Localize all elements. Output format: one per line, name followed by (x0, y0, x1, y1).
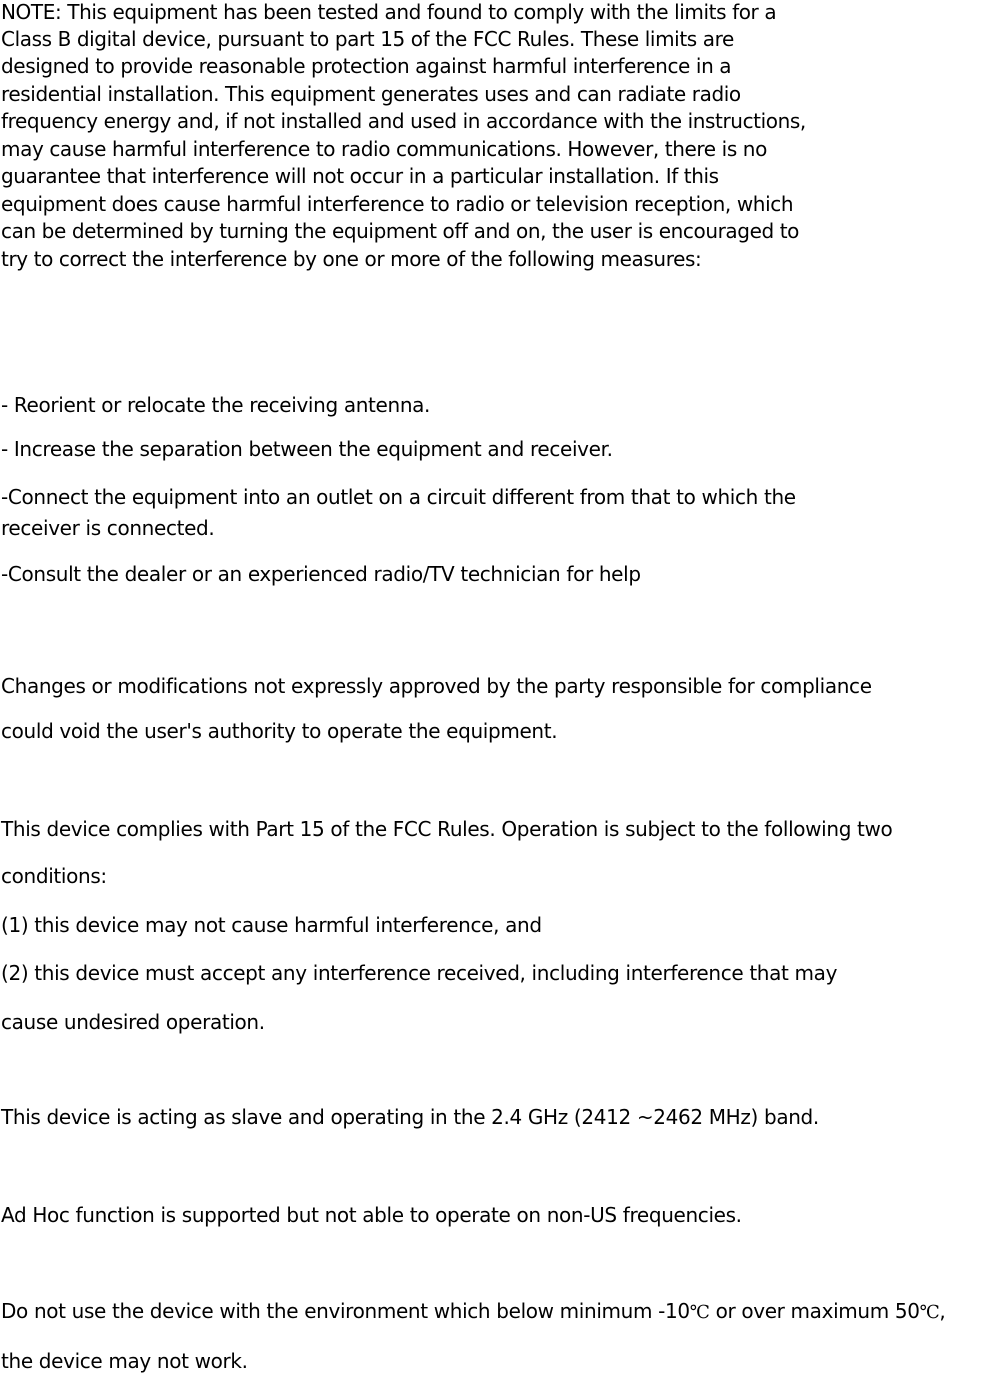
note-line: can be determined by turning the equipment off and on, the user is encouraged to (1, 219, 800, 243)
note-line: residential installation. This equipment generates uses and can radiate radio (1, 82, 741, 106)
temperature-line (1, 1299, 945, 1325)
changes-line: Changes or modifications not expressly approved by the party responsible for compliance (1, 674, 872, 698)
note-line: guarantee that interference will not occur in a particular installation. If this (1, 164, 719, 188)
note-line: frequency energy and, if not installed and used in accordance with the instructions, (1, 109, 806, 133)
note-line: designed to provide reasonable protection against harmful interference in a (1, 54, 732, 78)
adhoc-statement: Ad Hoc function is supported but not able to operate on non-US frequencies. (1, 1203, 742, 1227)
note-line: Class B digital device, pursuant to part 15 of the FCC Rules. These limits are (1, 27, 734, 51)
celsius-symbol: ℃ (689, 1302, 710, 1323)
note-line: NOTE: This equipment has been tested and found to comply with the limits for a (1, 0, 777, 24)
compliance-line: conditions: (1, 864, 107, 888)
celsius-symbol: ℃ (919, 1302, 940, 1323)
changes-line: could void the user's authority to operate the equipment. (1, 719, 558, 743)
measure-item: - Reorient or relocate the receiving antenna. (1, 393, 431, 417)
note-line: may cause harmful interference to radio communications. However, there is no (1, 137, 767, 161)
temperature-prefix: Do not use the device with the environment which below minimum -10 (1, 1299, 690, 1323)
measure-item: -Consult the dealer or an experienced radio/TV technician for help (1, 562, 641, 586)
temperature-line-2: the device may not work. (1, 1349, 248, 1373)
temperature-suffix: , (939, 1299, 946, 1323)
note-line: try to correct the interference by one or more of the following measures: (1, 247, 702, 271)
measure-item: -Connect the equipment into an outlet on a circuit different from that to which the (1, 485, 796, 509)
temperature-middle: or over maximum 50 (709, 1299, 920, 1323)
compliance-line: This device complies with Part 15 of the FCC Rules. Operation is subject to the following two (1, 817, 893, 841)
measure-item: receiver is connected. (1, 516, 215, 540)
note-line: equipment does cause harmful interference to radio or television reception, which (1, 192, 794, 216)
compliance-line: cause undesired operation. (1, 1010, 265, 1034)
slave-operation-statement: This device is acting as slave and operating in the 2.4 GHz (2412 ~2462 MHz) band. (1, 1105, 819, 1129)
compliance-line: (2) this device must accept any interference received, including interference that may (1, 961, 838, 985)
compliance-line: (1) this device may not cause harmful interference, and (1, 913, 542, 937)
measure-item: - Increase the separation between the equipment and receiver. (1, 437, 613, 461)
